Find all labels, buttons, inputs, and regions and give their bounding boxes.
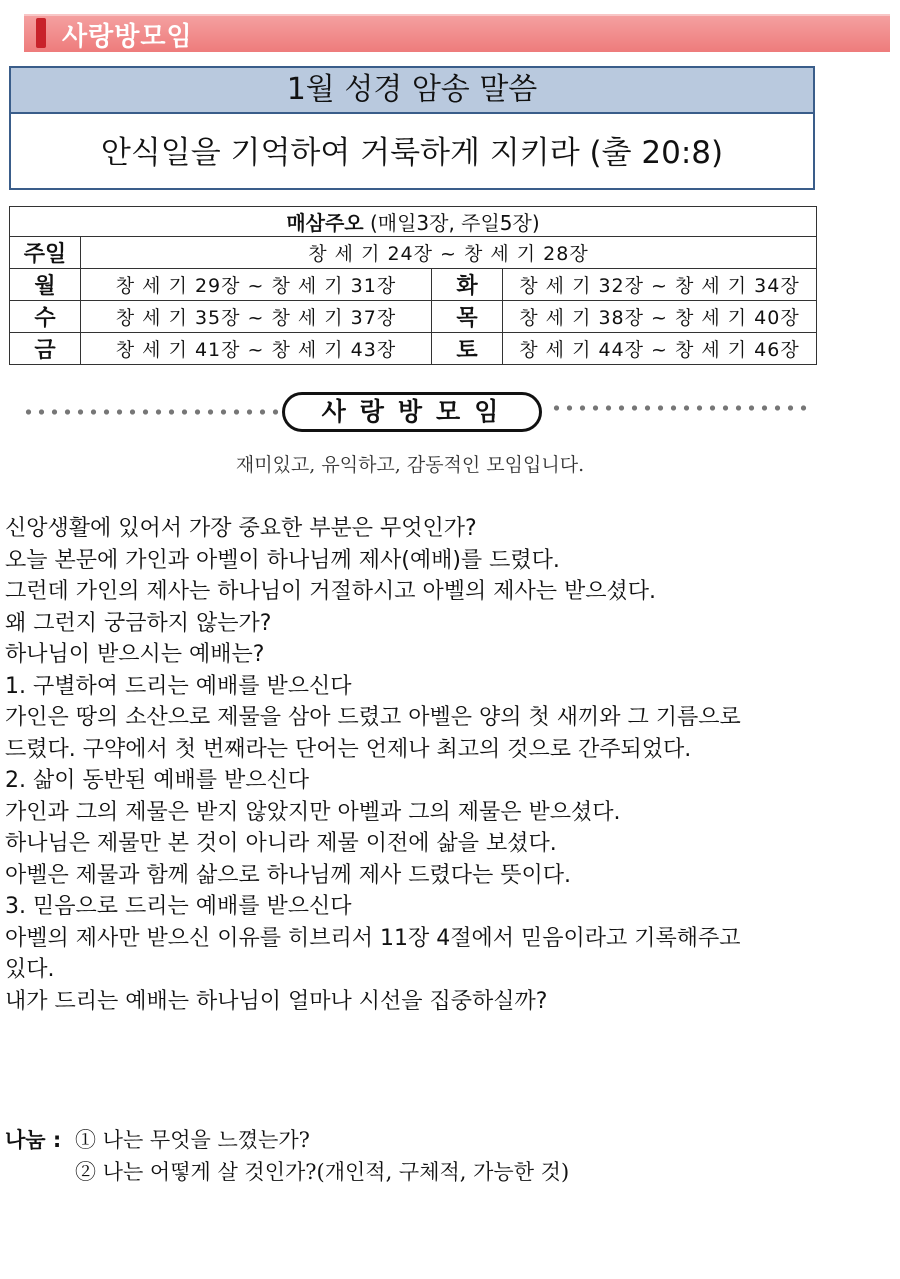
reading-plan-name: 매삼주오 <box>286 211 364 235</box>
dotted-line-left <box>22 408 286 416</box>
body-line: 하나님은 제물만 본 것이 아니라 제물 이전에 삶을 보셨다. <box>5 831 557 856</box>
body-line: 하나님이 받으시는 예배는? <box>5 642 265 667</box>
reading-plan-table <box>9 206 817 365</box>
reading-row <box>10 269 817 301</box>
body-line: 신앙생활에 있어서 가장 중요한 부분은 무엇인가? <box>5 516 477 541</box>
reading-range: 창 세 기 44장 ~ 창 세 기 46장 <box>503 333 817 365</box>
day-label: 토 <box>432 333 503 365</box>
section-subtitle: 재미있고, 유익하고, 감동적인 모임입니다. <box>235 454 585 476</box>
header-accent-mark <box>36 18 46 48</box>
sermon-body <box>5 513 895 1017</box>
body-line: 있다. <box>5 957 55 982</box>
memory-verse-box <box>9 66 815 190</box>
body-line: 2. 삶이 동반된 예배를 받으신다 <box>5 768 309 793</box>
reading-plan-title <box>10 207 817 237</box>
sharing-question: ① 나는 무엇을 느꼈는가? <box>75 1128 310 1152</box>
reading-range: 창 세 기 32장 ~ 창 세 기 34장 <box>503 269 817 301</box>
body-line: 가인과 그의 제물은 받지 않았지만 아벨과 그의 제물은 받으셨다. <box>5 799 621 825</box>
day-label: 화 <box>432 269 503 301</box>
section-badge: 사랑방모임 <box>282 392 542 432</box>
reading-row <box>10 333 817 365</box>
body-line: 3. 믿음으로 드리는 예배를 받으신다 <box>5 894 352 919</box>
day-label: 수 <box>10 301 81 333</box>
reading-range: 창 세 기 29장 ~ 창 세 기 31장 <box>81 269 432 301</box>
sharing-question: ② 나는 어떻게 살 것인가?(개인적, 구체적, 가능한 것) <box>75 1160 570 1184</box>
body-line: 아벨의 제사만 받으신 이유를 히브리서 11장 4절에서 믿음이라고 기록해주고 <box>5 925 741 951</box>
body-line: 1. 구별하여 드리는 예배를 받으신다 <box>5 673 352 699</box>
day-label: 월 <box>10 269 81 301</box>
body-line: 내가 드리는 예배는 하나님이 얼마나 시선을 집중하실까? <box>5 988 548 1014</box>
reading-plan-rule: (매일3장, 주일5장) <box>369 211 540 235</box>
dotted-line-right <box>550 404 812 412</box>
section-divider <box>10 392 810 436</box>
day-label: 목 <box>432 301 503 333</box>
day-label: 주일 <box>10 237 81 269</box>
body-line: 가인은 땅의 소산으로 제물을 삼아 드렸고 아벨은 양의 첫 새끼와 그 기름으로 <box>5 705 741 730</box>
day-label: 금 <box>10 333 81 365</box>
body-line: 왜 그런지 궁금하지 않는가? <box>5 610 272 636</box>
reading-range: 창 세 기 41장 ~ 창 세 기 43장 <box>81 333 432 365</box>
body-line: 오늘 본문에 가인과 아벨이 하나님께 제사(예배)를 드렸다. <box>5 547 560 573</box>
reading-row <box>10 301 817 333</box>
body-line: 드렸다. 구약에서 첫 번째라는 단어는 언제나 최고의 것으로 간주되었다. <box>5 736 692 762</box>
header-title: 사랑방모임 <box>62 22 193 52</box>
sharing-label: 나눔 : <box>5 1128 62 1152</box>
reading-range: 창 세 기 24장 ~ 창 세 기 28장 <box>81 237 817 269</box>
memory-verse-heading: 1월 성경 암송 말씀 <box>11 68 813 114</box>
reading-row-sunday <box>10 237 817 269</box>
memory-verse-text: 안식일을 기억하여 거룩하게 지키라 (출 20:8) <box>100 135 724 171</box>
sharing-questions <box>5 1124 569 1188</box>
reading-range: 창 세 기 35장 ~ 창 세 기 37장 <box>81 301 432 333</box>
body-line: 아벨은 제물과 함께 삶으로 하나님께 제사 드렸다는 뜻이다. <box>5 862 571 888</box>
body-line: 그런데 가인의 제사는 하나님이 거절하시고 아벨의 제사는 받으셨다. <box>5 579 657 604</box>
reading-range: 창 세 기 38장 ~ 창 세 기 40장 <box>503 301 817 333</box>
